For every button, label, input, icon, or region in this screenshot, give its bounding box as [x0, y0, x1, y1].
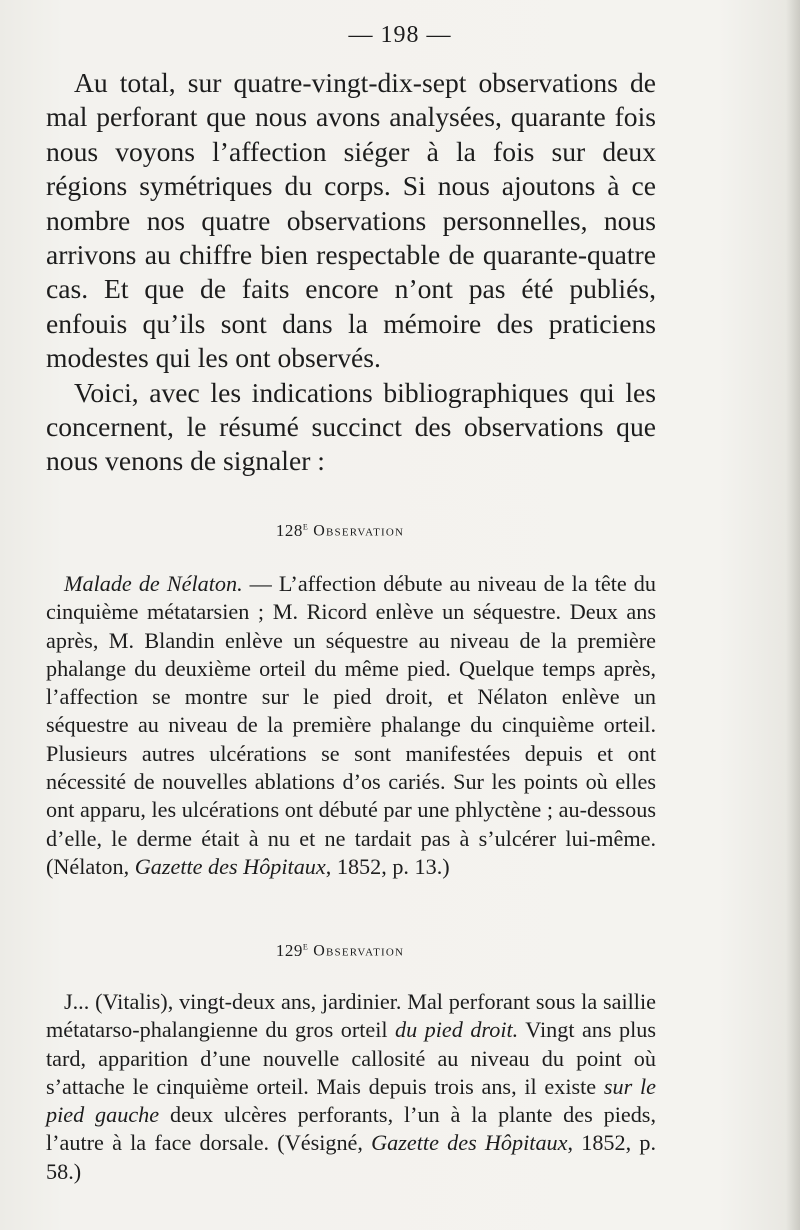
observation-number: 128e — [275, 520, 309, 540]
observation-label: Observation — [313, 522, 405, 540]
observation-129-text — [46, 988, 656, 1186]
intro-paragraph-1: Au total, sur quatre-vingt-dix-sept observations de mal perforant que nous avons analysées, quarante fois nous voyons l’affection siéger à la fois sur deux régions symétriques du corps. Si nous ajoutons à ce nombre nos quatre observations personnelles, nous arrivons au chiffre bien respectable de quarante-quatre cas. Et que de faits encore n’ont pas été publiés, enfouis qu’ils sont dans la mémoire des praticiens modestes qui les ont observés. — [46, 67, 656, 374]
observation-128-lead: Malade de Nélaton. — [64, 571, 243, 596]
observation-128-text — [46, 570, 656, 881]
observation-label: Observation — [313, 942, 405, 960]
observation-128-heading — [0, 520, 680, 541]
observation-129-paragraph: J... (Vitalis), vingt-deux ans, jardinier. Mal perforant sous la saillie métatarso-phalangienne du gros orteil du pied droit. Vingt ans plus tard, apparition d’une nouvelle callosité au niveau du point où s’attache le cinquième orteil. Mais depuis trois ans, il existe sur le pied gauche deux ulcères perforants, l’un à la plante des pieds, l’autre à la face dorsale. (Vésigné, Gazette des Hôpitaux, 1852, p. 58.) — [46, 989, 656, 1184]
observation-129-heading — [0, 940, 680, 961]
observation-number: 129e — [275, 940, 309, 960]
page-number: — 198 — — [348, 22, 452, 48]
page-gutter-shadow — [786, 0, 800, 1230]
intro-text — [46, 66, 656, 479]
source-journal: Gazette des Hôpitaux — [371, 1130, 568, 1156]
observation-128-paragraph: Malade de Nélaton. — L’affection débute au niveau de la tête du cinquième métatarsien ; M. Ricord enlève un séquestre. Deux ans après, M. Blandin enlève un séquestre au niveau de la première phalange du deuxième orteil du même pied. Quelque temps après, l’affection se montre sur le pied droit, et Nélaton enlève un séquestre au niveau de la première phalange du cinquième orteil. Plusieurs autres ulcérations se sont manifestées depuis et ont nécessité de nouvelles ablations d’os cariés. Sur les points où elles ont apparu, les ulcérations ont débuté par une phlyctène ; au-dessous d’elle, le derme était à nu et ne tardait pas à s’ulcérer lui-même. (Nélaton, Gazette des Hôpitaux, 1852, p. 13.) — [46, 571, 656, 879]
intro-paragraph-2: Voici, avec les indications bibliographiques qui les concernent, le résumé succinct des observations que nous venons de signaler : — [46, 376, 656, 477]
source-journal: Gazette des Hôpitaux — [134, 853, 326, 879]
